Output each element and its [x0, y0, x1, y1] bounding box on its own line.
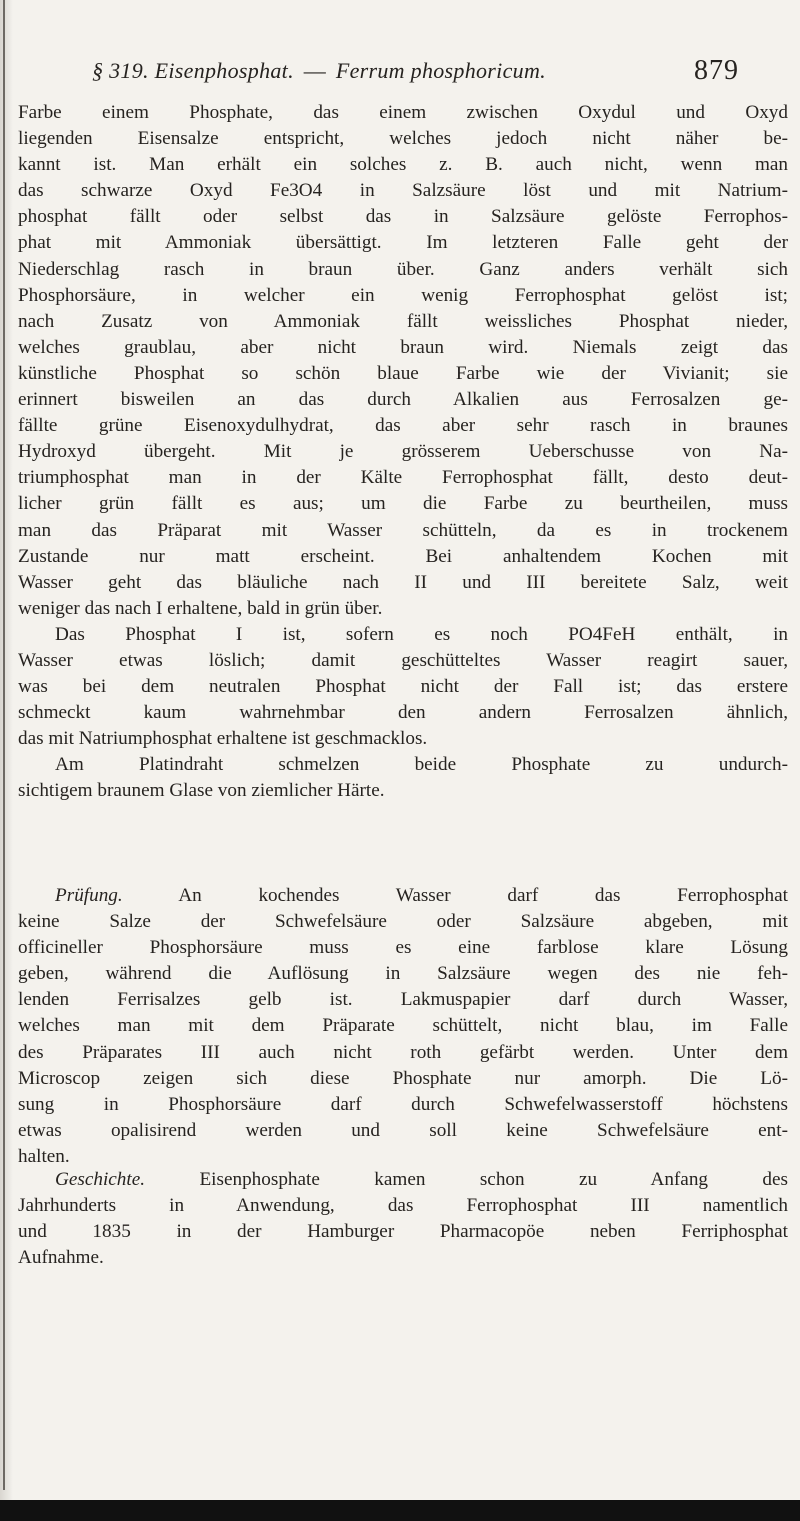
page-number: 879 [694, 55, 739, 86]
text-line: officineller Phosphorsäure muss es eine farblose klare Lösung [18, 937, 788, 959]
text-line: triumphosphat man in der Kälte Ferrophosphat fällt, desto deut- [18, 467, 788, 489]
text-line: liegenden Eisensalze entspricht, welches jedoch nicht näher be- [18, 128, 788, 150]
text-line: welches graublau, aber nicht braun wird. Niemals zeigt das [18, 336, 788, 358]
text-line: welches man mit dem Präparate schüttelt, nicht blau, im Falle [18, 1015, 788, 1037]
text-line-rest: Eisenphosphate kamen schon zu Anfang des [199, 1169, 788, 1190]
text-line: künstliche Phosphat so schön blaue Farbe wie der Vivianit; sie [18, 362, 788, 384]
text-line-rest: An kochendes Wasser darf das Ferrophosphat [178, 885, 788, 906]
section-number: § 319. [92, 58, 149, 83]
text-line: Wasser geht das bläuliche nach II und III bereitete Salz, weit [18, 571, 788, 593]
text-line: nach Zusatz von Ammoniak fällt weissliches Phosphat nieder, [18, 310, 788, 332]
text-line: fällte grüne Eisenoxydulhydrat, das aber sehr rasch in braunes [18, 415, 788, 437]
text-line: und 1835 in der Hamburger Pharmacopöe neben Ferriphosphat [18, 1221, 788, 1243]
text-line: erinnert bisweilen an das durch Alkalien aus Ferrosalzen ge- [18, 389, 788, 411]
text-line: keine Salze der Schwefelsäure oder Salzsäure abgeben, mit [18, 911, 788, 933]
paragraph-block-description [18, 100, 788, 805]
text-line: weniger das nach I erhaltene, bald in grün über. [18, 597, 383, 619]
text-line: Das Phosphat I ist, sofern es noch PO4FeH enthält, in [55, 623, 788, 645]
paragraph-block-geschichte [18, 1167, 788, 1271]
text-line: Microscop zeigen sich diese Phosphate nur amorph. Die Lö- [18, 1067, 788, 1089]
text-line: des Präparates III auch nicht roth gefärbt werden. Unter dem [18, 1041, 788, 1063]
text-line: licher grün fällt es aus; um die Farbe zu beurtheilen, muss [18, 493, 788, 515]
text-line: Niederschlag rasch in braun über. Ganz anders verhält sich [18, 258, 788, 280]
header-title-left: Eisenphosphat. [154, 58, 294, 83]
text-line: man das Präparat mit Wasser schütteln, da es in trockenem [18, 519, 788, 541]
text-line: Jahrhunderts in Anwendung, das Ferrophosphat III namentlich [18, 1195, 788, 1217]
running-header [92, 58, 632, 84]
text-line: Am Platindraht schmelzen beide Phosphate zu undurch- [55, 754, 788, 776]
text-line: Wasser etwas löslich; damit geschütteltes Wasser reagirt sauer, [18, 649, 788, 671]
text-line: phosphat fällt oder selbst das in Salzsäure gelöste Ferrophos- [18, 206, 788, 228]
text-line: phat mit Ammoniak übersättigt. Im letzteren Falle geht der [18, 232, 788, 254]
scan-bottom-edge [0, 1500, 800, 1521]
section-lead-pruefung: Prüfung. [55, 885, 123, 906]
header-title-right: Ferrum phosphoricum. [335, 58, 546, 83]
text-line: Farbe einem Phosphate, das einem zwischen Oxydul und Oxyd [18, 102, 788, 123]
text-line: sichtigem braunem Glase von ziemlicher Härte. [18, 780, 385, 802]
text-line: das mit Natriumphosphat erhaltene ist geschmacklos. [18, 728, 428, 750]
text-line: geben, während die Auflösung in Salzsäure wegen des nie feh- [18, 963, 788, 985]
section-lead-geschichte: Geschichte. [55, 1169, 146, 1190]
text-line: kannt ist. Man erhält ein solches z. B. auch nicht, wenn man [18, 154, 788, 176]
binding-edge [3, 0, 5, 1490]
paragraph-block-pruefung [18, 883, 788, 1170]
page-gutter [0, 0, 13, 1521]
text-line: Zustande nur matt erscheint. Bei anhaltendem Kochen mit [18, 545, 788, 567]
header-separator: — [303, 58, 327, 83]
text-line: schmeckt kaum wahrnehmbar den andern Ferrosalzen ähnlich, [18, 702, 788, 724]
text-line: halten. [18, 1145, 70, 1167]
text-line [18, 883, 788, 909]
text-line: das schwarze Oxyd Fe3O4 in Salzsäure löst und mit Natrium- [18, 180, 788, 202]
text-line: was bei dem neutralen Phosphat nicht der Fall ist; das erstere [18, 676, 788, 698]
text-line: Hydroxyd übergeht. Mit je grösserem Ueberschusse von Na- [18, 441, 788, 463]
text-line [18, 1167, 788, 1193]
text-line: etwas opalisirend werden und soll keine Schwefelsäure ent- [18, 1119, 788, 1141]
text-line: lenden Ferrisalzes gelb ist. Lakmuspapier darf durch Wasser, [18, 989, 788, 1011]
text-line: Aufnahme. [18, 1247, 104, 1269]
text-line: Phosphorsäure, in welcher ein wenig Ferrophosphat gelöst ist; [18, 284, 788, 306]
text-line: sung in Phosphorsäure darf durch Schwefelwasserstoff höchstens [18, 1093, 788, 1115]
